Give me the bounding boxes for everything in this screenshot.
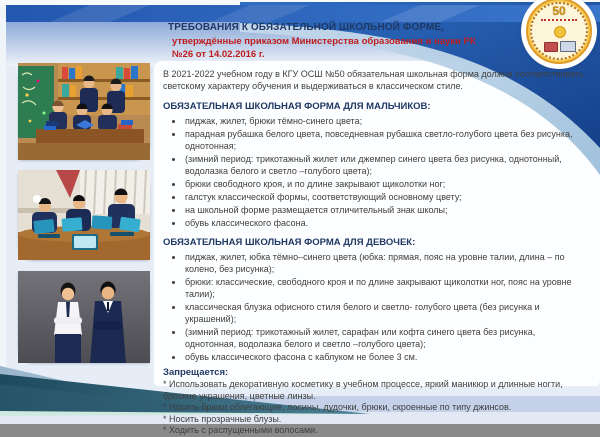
slide-body bbox=[163, 68, 587, 437]
boys-section-heading: ОБЯЗАТЕЛЬНАЯ ШКОЛЬНАЯ ФОРМА ДЛЯ МАЛЬЧИКОВ: bbox=[163, 101, 431, 112]
boys-rule-item: • галстук классической формы, соответствующий основному цвету; bbox=[184, 191, 587, 203]
photo-uniform-portrait bbox=[18, 271, 150, 363]
uniform-portrait-illustration bbox=[18, 271, 150, 363]
girls-rule-item: • (зимний период: трикотажный жилет, сарафан или кофта синего цвета без рисунка, однотонная, водолазка белого и светло –голубого цвета); bbox=[184, 326, 587, 350]
logo-anniversary-number: 50 bbox=[552, 4, 566, 18]
boys-rule-item: • на школьной форме размещается отличительный знак школы; bbox=[184, 204, 587, 216]
forbidden-item: * Ходить с распущенными волосами. bbox=[163, 425, 318, 435]
boys-rule-item: • пиджак, жилет, брюки тёмно-синего цвета; bbox=[184, 115, 587, 127]
photo-computer-class bbox=[18, 170, 150, 260]
slide-subtitle: утверждённые приказом Министерства образования и науки РК bbox=[172, 35, 476, 47]
classroom-reading-illustration bbox=[18, 63, 150, 160]
logo-sun-icon bbox=[554, 26, 566, 38]
forbidden-section-heading: Запрещается: bbox=[163, 367, 229, 378]
forbidden-item: * Использовать декоративную косметику в учебном процессе, яркий маникюр и длинные ногти, броские украшения, цветные линзы. bbox=[163, 379, 563, 401]
computer-class-illustration bbox=[18, 170, 150, 260]
forbidden-item: * Носить брюки облегающие, лосины, дудочки, брюки, скроенные по типу джинсов. bbox=[163, 402, 512, 412]
boys-uniform-list bbox=[163, 115, 587, 229]
girls-uniform-list bbox=[163, 251, 587, 363]
slide-header bbox=[168, 22, 538, 60]
girls-rule-item: • обувь классического фасона с каблуком не более 3 см. bbox=[184, 351, 587, 363]
boys-rule-item: • (зимний период: трикотажный жилет или джемпер синего цвета без рисунка, однотонный, водолазка белого и светло –голубого цвета); bbox=[184, 153, 587, 177]
boys-rule-item: • обувь классического фасона. bbox=[184, 217, 587, 229]
girls-rule-item: • брюки: классические, свободного кроя и по длине закрывают щиколотки ног, пояс на уровне талии); bbox=[184, 276, 587, 300]
forbidden-item: * Носить прозрачные блузы. bbox=[163, 413, 282, 424]
slide-order-number: №26 от 14.02.2016 г. bbox=[172, 49, 265, 60]
girls-section-heading: ОБЯЗАТЕЛЬНАЯ ШКОЛЬНАЯ ФОРМА ДЛЯ ДЕВОЧЕК: bbox=[163, 237, 416, 248]
boys-rule-item: • брюки свободного кроя, и по длине закрывают щиколотки ног; bbox=[184, 178, 587, 190]
photo-classroom-reading bbox=[18, 63, 150, 160]
logo-laptop-image bbox=[560, 41, 576, 52]
logo-motto-text bbox=[541, 19, 577, 21]
girls-rule-item: • классическая блузка офисного стиля белого и светло- голубого цвета (без рисунка и украшений); bbox=[184, 301, 587, 325]
girls-rule-item: • пиджак, жилет, юбка тёмно–синего цвета (юбка: прямая, пояс на уровне талии, длина – по колено, без рисунка); bbox=[184, 251, 587, 275]
boys-rule-item: • парадная рубашка белого цвета, повседневная рубашка светло-голубого цвета без рисунка, однотонная; bbox=[184, 128, 587, 152]
slide-title: ТРЕБОВАНИЯ К ОБЯЗАТЕЛЬНОЙ ШКОЛЬНОЙ ФОРМЕ, bbox=[168, 22, 445, 33]
school-anniversary-logo bbox=[521, 0, 597, 69]
intro-paragraph: В 2021-2022 учебном году в КГУ ОСШ №50 обязательная школьная форма должна соответствовать светскому характеру обучения и выдерживаться в классическом стиле. bbox=[163, 69, 584, 91]
logo-flag-image bbox=[544, 42, 558, 52]
